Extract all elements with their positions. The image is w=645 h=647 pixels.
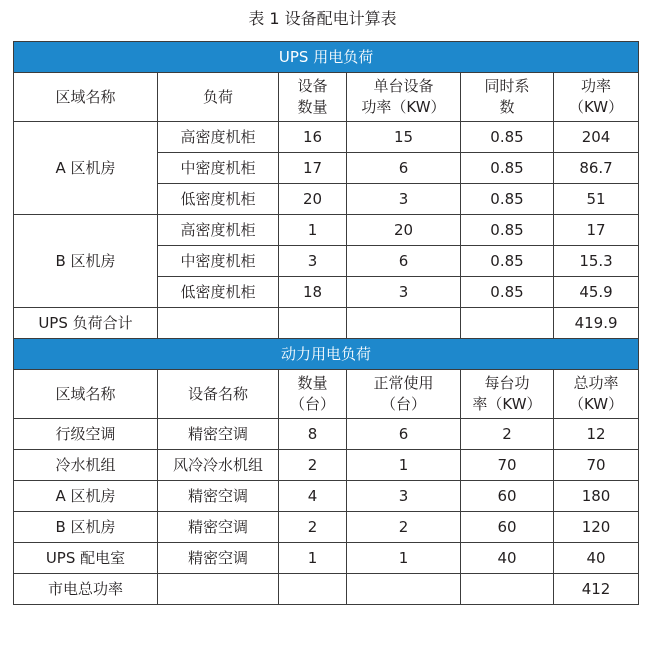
header-device: 设备名称 xyxy=(158,370,279,419)
column-header-row xyxy=(14,370,639,419)
header-area: 区域名称 xyxy=(14,73,158,122)
load-cell: 高密度机柜 xyxy=(158,122,279,153)
total-row-power xyxy=(14,574,639,605)
table-row xyxy=(14,512,639,543)
unit-power-cell: 40 xyxy=(461,543,554,574)
factor-cell: 0.85 xyxy=(461,153,554,184)
empty-cell xyxy=(461,308,554,339)
factor-cell: 0.85 xyxy=(461,277,554,308)
header-line: 率（KW） xyxy=(472,395,542,413)
header-line: （台） xyxy=(289,395,335,413)
empty-cell xyxy=(461,574,554,605)
table-row xyxy=(14,215,639,246)
header-line: 功率（KW） xyxy=(361,98,446,116)
header-unit-power xyxy=(347,73,461,122)
empty-cell xyxy=(279,574,347,605)
total-row-ups xyxy=(14,308,639,339)
empty-cell xyxy=(347,308,461,339)
header-line: 正常使用 xyxy=(373,374,434,392)
qty-cell: 17 xyxy=(279,153,347,184)
header-in-use xyxy=(347,370,461,419)
qty-cell: 3 xyxy=(279,246,347,277)
header-factor xyxy=(461,73,554,122)
qty-cell: 1 xyxy=(279,543,347,574)
header-line: 单台设备 xyxy=(373,77,434,95)
total-cell: 180 xyxy=(554,481,639,512)
factor-cell: 0.85 xyxy=(461,215,554,246)
power-cell: 17 xyxy=(554,215,639,246)
total-cell: 12 xyxy=(554,419,639,450)
header-power xyxy=(554,73,639,122)
power-cell: 204 xyxy=(554,122,639,153)
qty-cell: 4 xyxy=(279,481,347,512)
unit-power-cell: 70 xyxy=(461,450,554,481)
in-use-cell: 2 xyxy=(347,512,461,543)
qty-cell: 2 xyxy=(279,512,347,543)
load-cell: 中密度机柜 xyxy=(158,153,279,184)
header-line: 同时系 xyxy=(484,77,530,95)
total-label: UPS 负荷合计 xyxy=(14,308,158,339)
unit-power-cell: 20 xyxy=(347,215,461,246)
area-cell: 行级空调 xyxy=(14,419,158,450)
table-row xyxy=(14,543,639,574)
total-cell: 70 xyxy=(554,450,639,481)
device-cell: 精密空调 xyxy=(158,481,279,512)
header-area: 区域名称 xyxy=(14,370,158,419)
empty-cell xyxy=(158,308,279,339)
header-line: （台） xyxy=(380,395,426,413)
qty-cell: 16 xyxy=(279,122,347,153)
header-line: 数量 xyxy=(297,98,328,116)
header-load: 负荷 xyxy=(158,73,279,122)
load-cell: 低密度机柜 xyxy=(158,184,279,215)
unit-power-cell: 6 xyxy=(347,246,461,277)
area-cell: A 区机房 xyxy=(14,122,158,215)
device-cell: 风冷冷水机组 xyxy=(158,450,279,481)
in-use-cell: 1 xyxy=(347,543,461,574)
empty-cell xyxy=(158,574,279,605)
unit-power-cell: 2 xyxy=(461,419,554,450)
empty-cell xyxy=(279,308,347,339)
unit-power-cell: 15 xyxy=(347,122,461,153)
total-cell: 120 xyxy=(554,512,639,543)
area-cell: 冷水机组 xyxy=(14,450,158,481)
header-line: （KW） xyxy=(568,395,624,413)
power-distribution-table xyxy=(13,41,639,605)
area-cell: B 区机房 xyxy=(14,215,158,308)
section-header-power xyxy=(14,339,639,370)
header-line: 设备 xyxy=(297,77,328,95)
header-line: 总功率 xyxy=(573,374,619,392)
empty-cell xyxy=(347,574,461,605)
table-title: 表 1 设备配电计算表 xyxy=(248,9,397,28)
total-value: 419.9 xyxy=(554,308,639,339)
unit-power-cell: 60 xyxy=(461,512,554,543)
in-use-cell: 1 xyxy=(347,450,461,481)
factor-cell: 0.85 xyxy=(461,184,554,215)
power-cell: 86.7 xyxy=(554,153,639,184)
section-title-power: 动力用电负荷 xyxy=(14,339,639,370)
in-use-cell: 3 xyxy=(347,481,461,512)
factor-cell: 0.85 xyxy=(461,246,554,277)
area-cell: B 区机房 xyxy=(14,512,158,543)
column-header-row xyxy=(14,73,639,122)
unit-power-cell: 3 xyxy=(347,277,461,308)
header-quantity xyxy=(279,73,347,122)
total-cell: 40 xyxy=(554,543,639,574)
section-title-ups: UPS 用电负荷 xyxy=(14,42,639,73)
load-cell: 低密度机柜 xyxy=(158,277,279,308)
power-cell: 45.9 xyxy=(554,277,639,308)
header-line: （KW） xyxy=(568,98,624,116)
power-cell: 51 xyxy=(554,184,639,215)
power-cell: 15.3 xyxy=(554,246,639,277)
load-cell: 中密度机柜 xyxy=(158,246,279,277)
qty-cell: 8 xyxy=(279,419,347,450)
total-label: 市电总功率 xyxy=(14,574,158,605)
qty-cell: 20 xyxy=(279,184,347,215)
total-value: 412 xyxy=(554,574,639,605)
table-row xyxy=(14,450,639,481)
device-cell: 精密空调 xyxy=(158,543,279,574)
table-row xyxy=(14,122,639,153)
device-cell: 精密空调 xyxy=(158,419,279,450)
area-cell: A 区机房 xyxy=(14,481,158,512)
device-cell: 精密空调 xyxy=(158,512,279,543)
unit-power-cell: 3 xyxy=(347,184,461,215)
header-line: 数 xyxy=(499,98,515,116)
unit-power-cell: 6 xyxy=(347,153,461,184)
header-unit-power xyxy=(461,370,554,419)
header-quantity xyxy=(279,370,347,419)
load-cell: 高密度机柜 xyxy=(158,215,279,246)
qty-cell: 1 xyxy=(279,215,347,246)
header-line: 功率 xyxy=(581,77,612,95)
area-cell: UPS 配电室 xyxy=(14,543,158,574)
section-header-ups xyxy=(14,42,639,73)
in-use-cell: 6 xyxy=(347,419,461,450)
header-line: 每台功 xyxy=(484,374,530,392)
unit-power-cell: 60 xyxy=(461,481,554,512)
factor-cell: 0.85 xyxy=(461,122,554,153)
qty-cell: 18 xyxy=(279,277,347,308)
table-row xyxy=(14,481,639,512)
table-row xyxy=(14,419,639,450)
header-line: 数量 xyxy=(297,374,328,392)
qty-cell: 2 xyxy=(279,450,347,481)
header-total-power xyxy=(554,370,639,419)
